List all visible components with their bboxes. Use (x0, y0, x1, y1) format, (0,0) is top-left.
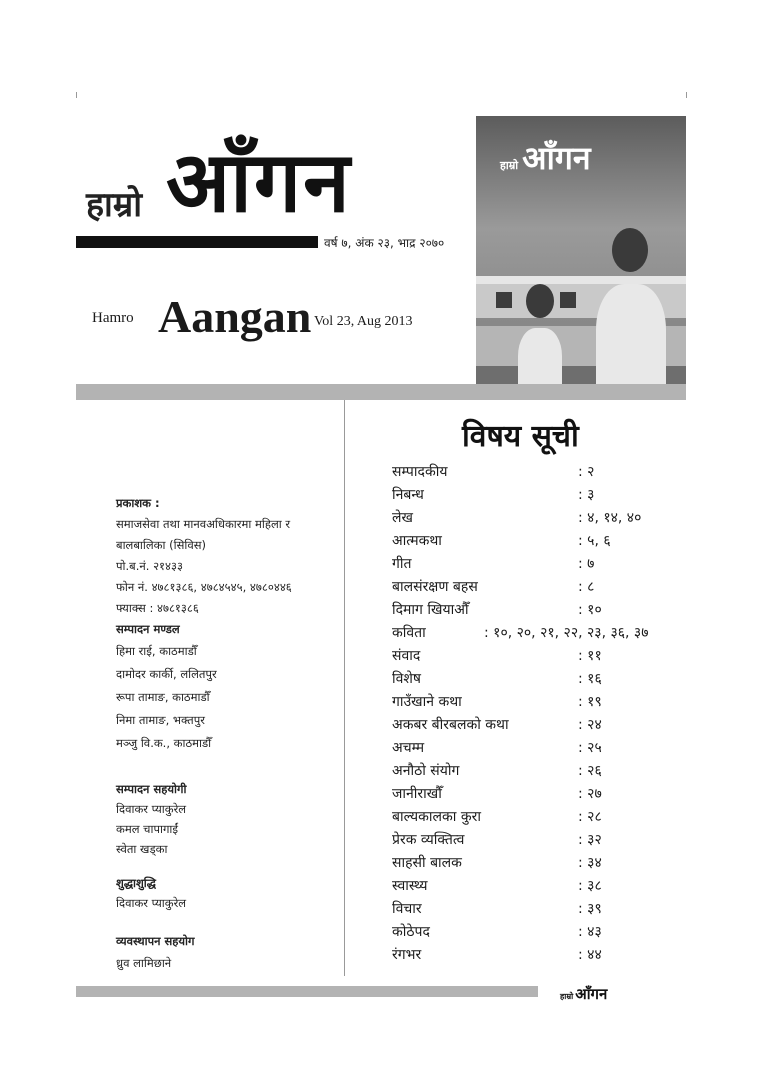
toc-entry (392, 922, 682, 945)
footer-logo-hamro: हाम्रो (560, 992, 574, 1001)
toc-entry-label: गीत (392, 556, 412, 572)
toc-entry-label: दिमाग खियाऔँ (392, 602, 469, 618)
crop-mark (76, 92, 77, 98)
student-boy-head (612, 228, 648, 272)
toc-entry-label: अचम्म (392, 740, 425, 756)
toc-entry-pages: : २६ (578, 763, 602, 779)
assist-member: दिवाकर प्याकुरेल (116, 802, 187, 816)
toc-entry-pages: : १९ (578, 694, 602, 710)
toc-entry-pages: : ८ (578, 579, 595, 595)
board-member: दामोदर कार्की, ललितपुर (116, 667, 217, 681)
crop-mark (686, 92, 687, 98)
masthead-bar (76, 236, 318, 248)
toc-entry-pages: : ४४ (578, 947, 602, 963)
cover-logo-hamro: हाम्रो (500, 159, 519, 172)
toc-entry-pages: : ३ (578, 487, 595, 503)
footer-logo-aangan: आँगन (575, 985, 608, 1003)
toc-entry-label: कोठेपद (392, 924, 430, 940)
toc-entry-label: अनौठो संयोग (392, 763, 460, 779)
toc-entry-pages: : १६ (578, 671, 602, 687)
management-member: ध्रुव लामिछाने (116, 956, 172, 970)
toc-entry (392, 876, 682, 899)
toc-entry-label: बालसंरक्षण बहस (392, 579, 478, 595)
board-member: हिमा राई, काठमाडौँ (116, 644, 197, 658)
footer-gray-bar (76, 986, 538, 997)
toc-entry (392, 830, 682, 853)
publisher-line: फोन नं. ४७८१३८६, ४७८४५४५, ४७८०४४६ (116, 580, 292, 594)
toc-entry (392, 945, 682, 968)
toc-entry (392, 807, 682, 830)
toc-entry (392, 623, 682, 646)
student-boy (596, 284, 666, 398)
cover-photo (476, 116, 686, 398)
toc-entry-pages: : ४३ (578, 924, 602, 940)
toc-entry-label: साहसी बालक (392, 855, 462, 871)
assist-heading: सम्पादन सहयोगी (116, 782, 187, 796)
toc-entry (392, 784, 682, 807)
publisher-line: पो.ब.नं. २१४३३ (116, 559, 183, 573)
proof-member: दिवाकर प्याकुरेल (116, 896, 187, 910)
toc-entry (392, 554, 682, 577)
masthead-hamro: हाम्रो (86, 185, 142, 225)
toc-entry-pages: : ३२ (578, 832, 602, 848)
management-heading: व्यवस्थापन सहयोग (116, 934, 195, 948)
publisher-heading: प्रकाशक : (116, 496, 160, 510)
toc-entry-pages: : ७ (578, 556, 595, 572)
toc-entry (392, 738, 682, 761)
toc-entry-label: रंगभर (392, 947, 422, 963)
toc-entry (392, 715, 682, 738)
footer-logo (560, 984, 607, 1004)
toc-entry (392, 899, 682, 922)
toc-entry-pages: : २५ (578, 740, 602, 756)
toc-entry-label: सम्पादकीय (392, 464, 448, 480)
toc-entry (392, 853, 682, 876)
toc-entry-pages: : ४, १४, ४० (578, 510, 642, 526)
toc-entry-pages: : २४ (578, 717, 602, 733)
header-gray-bar (76, 384, 686, 400)
publisher-line: फ्याक्स : ४७८१३८६ (116, 601, 199, 615)
toc-entry-pages: : ११ (578, 648, 602, 664)
board-heading: सम्पादन मण्डल (116, 622, 180, 636)
toc-entry (392, 600, 682, 623)
toc-entry-label: विचार (392, 901, 422, 917)
board-member: मञ्जु वि.क., काठमाडौँ (116, 736, 212, 750)
proof-heading: शुद्धाशुद्धि (116, 876, 156, 890)
school-window (496, 292, 512, 308)
toc-entry-pages: : २७ (578, 786, 602, 802)
toc-entry-pages: : ५, ६ (578, 533, 611, 549)
publisher-line: बालबालिका (सिविस) (116, 538, 206, 552)
assist-member: कमल चापागाईं (116, 822, 179, 836)
cover-logo-aangan: आँगन (522, 139, 591, 177)
issue-info: वर्ष ७, अंक २३, भाद्र २०७० (324, 236, 445, 250)
toc-entry (392, 531, 682, 554)
english-aangan: Aangan (158, 291, 312, 342)
column-divider (344, 400, 345, 976)
board-member: निमा तामाङ, भक्तपुर (116, 713, 205, 727)
school-window (560, 292, 576, 308)
toc-entry-label: गाउँखाने कथा (392, 694, 462, 710)
toc-entry (392, 508, 682, 531)
toc-entry (392, 646, 682, 669)
toc-entry (392, 761, 682, 784)
toc-entry-label: लेख (392, 510, 413, 526)
toc-entry (392, 669, 682, 692)
toc-entry (392, 462, 682, 485)
toc-entry (392, 485, 682, 508)
toc-entry-label: निबन्ध (392, 487, 424, 503)
toc-entry-label: अकबर बीरबलको कथा (392, 717, 509, 733)
toc-entry-label: आत्मकथा (392, 533, 442, 549)
toc-title: विषय सूची (462, 419, 579, 454)
toc-entry-label: संवाद (392, 648, 421, 664)
toc-entry-pages: : १०, २०, २१, २२, २३, ३६, ३७ (484, 625, 649, 641)
toc-entry-label: प्रेरक व्यक्तित्व (392, 832, 465, 848)
toc-entry-pages: : ३४ (578, 855, 602, 871)
toc-entry-pages: : १० (578, 602, 602, 618)
cover-logo (500, 136, 591, 179)
assist-member: स्वेता खड्का (116, 842, 168, 856)
toc-entry-label: बाल्यकालका कुरा (392, 809, 481, 825)
toc-entry (392, 692, 682, 715)
school-roof (476, 276, 686, 284)
publisher-line: समाजसेवा तथा मानवअधिकारमा महिला र (116, 517, 291, 531)
english-volume: Vol 23, Aug 2013 (314, 314, 413, 329)
toc-entry-pages: : २८ (578, 809, 602, 825)
toc-entry-label: स्वास्थ्य (392, 878, 428, 894)
toc-entry-label: जानीराखौँ (392, 786, 442, 802)
toc-entry-pages: : २ (578, 464, 595, 480)
toc-entry-label: कविता (392, 625, 426, 641)
toc-entry (392, 577, 682, 600)
toc-entry-pages: : ३८ (578, 878, 602, 894)
masthead-aangan: आँगन (166, 133, 352, 231)
english-hamro: Hamro (92, 310, 134, 326)
student-girl-head (526, 284, 554, 318)
toc-entry-label: विशेष (392, 671, 422, 687)
toc-entry-pages: : ३९ (578, 901, 602, 917)
board-member: रूपा तामाङ, काठमाडौँ (116, 690, 210, 704)
